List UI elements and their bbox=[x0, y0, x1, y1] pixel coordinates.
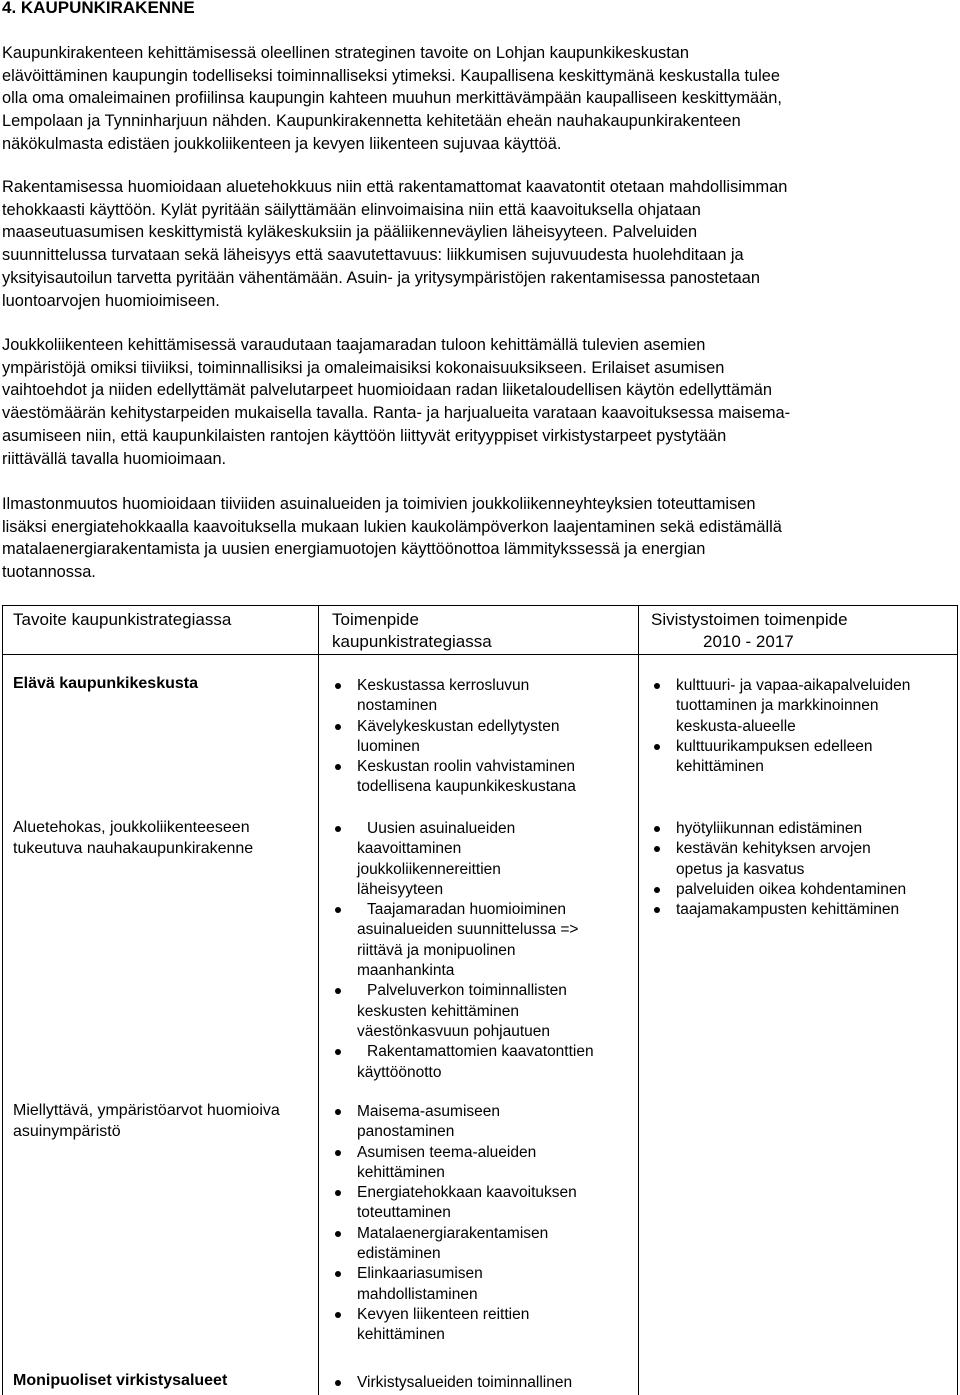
paragraph-line: asumiseen niin, että kaupunkilaisten rantojen käyttöön liittyvät erityyppiset virkistystarpeet pystytään bbox=[2, 426, 727, 445]
list-item-line: nostaminen bbox=[357, 697, 438, 715]
paragraph-line: yksityisautoilun tarvetta pyritään vähentämään. Asuin- ja yritysympäristöjen rakentamisessa panostetaan bbox=[2, 268, 760, 287]
list-item-line: tuottaminen ja markkinoinnen bbox=[676, 697, 879, 715]
header-line: 2010 - 2017 bbox=[703, 632, 794, 651]
list-item bbox=[651, 737, 910, 778]
list-item bbox=[332, 1373, 572, 1393]
list-item-line: Elinkaariasumisen bbox=[357, 1265, 483, 1283]
list-item-line: edistäminen bbox=[357, 1245, 441, 1263]
table-column-divider bbox=[318, 605, 319, 1395]
paragraph-line: matalaenergiarakentamista ja uusien energiamuotojen käyttöönottoa lämmitykssessä ja energian bbox=[2, 540, 706, 559]
list-item bbox=[332, 1102, 577, 1143]
header-line: Sivistystoimen toimenpide bbox=[651, 610, 848, 629]
list-item bbox=[332, 676, 576, 717]
list-item bbox=[332, 1183, 577, 1224]
list-item-line: väestönkasvuun pohjautuen bbox=[357, 1022, 551, 1040]
goal-line: asuinympäristö bbox=[13, 1123, 121, 1140]
list-item bbox=[651, 839, 906, 880]
table-border-top bbox=[2, 605, 958, 606]
list-item bbox=[332, 757, 576, 798]
paragraph-line: Ilmastonmuutos huomioidaan tiiviiden asuinalueiden ja toimivien joukkoliikenneyhteyksien toteuttamisen bbox=[2, 495, 756, 513]
table-header-divider bbox=[2, 654, 958, 655]
list-item-line: asuinalueiden suunnittelussa => bbox=[357, 921, 579, 939]
list-item-line: hyötyliikunnan edistäminen bbox=[676, 820, 863, 837]
list-item bbox=[651, 676, 910, 737]
list-item bbox=[651, 819, 906, 839]
list-item bbox=[332, 819, 594, 900]
list-item-line: taajamakampusten kehittäminen bbox=[676, 901, 900, 919]
list-item-line: Taajamaradan huomioiminen bbox=[367, 901, 567, 919]
row-goal bbox=[13, 1370, 227, 1391]
row-goal bbox=[13, 1100, 280, 1142]
paragraph-line: Rakentamisessa huomioidaan aluetehokkuus niin että rakentamattomat kaavatontit otetaan mahdollisimman bbox=[2, 178, 788, 196]
list-item-line: kehittäminen bbox=[357, 1163, 445, 1181]
list-item-line: Maisema-asumiseen bbox=[357, 1103, 500, 1120]
list-item bbox=[332, 1143, 577, 1184]
list-item bbox=[332, 981, 594, 1042]
list-item-line: Keskustassa kerrosluvun bbox=[357, 677, 530, 694]
goal-line: Miellyttävä, ympäristöarvot huomioiva bbox=[13, 1102, 280, 1119]
paragraph-line: näkökulmasta edistäen joukkoliikenteen ja kevyen liikenteen sujuvaa käyttöä. bbox=[2, 134, 562, 153]
paragraph-line: ympäristöjä omiksi tiiviiksi, toiminnallisiksi ja omaleimaisiksi kokonaisuuksikseen. Erilaiset asumisen bbox=[2, 358, 725, 377]
bullet-list bbox=[651, 819, 906, 920]
list-item bbox=[332, 1305, 577, 1346]
bullet-list bbox=[332, 819, 594, 1083]
list-item-line: panostaminen bbox=[357, 1123, 455, 1141]
paragraph bbox=[2, 42, 958, 156]
row-goal bbox=[13, 817, 253, 859]
list-item bbox=[332, 717, 576, 758]
header-line: Toimenpide bbox=[332, 610, 419, 629]
paragraph-line: tehokkaasti käyttöön. Kylät pyritään säilyttämään elinvoimaisina niin että kaavoituksella ohjataan bbox=[2, 200, 701, 219]
list-item-line: Rakentamattomien kaavatonttien bbox=[367, 1043, 594, 1061]
paragraph bbox=[2, 176, 958, 312]
list-item-line: joukkoliikennereittien bbox=[357, 860, 501, 878]
list-item-line: Palveluverkon toiminnallisten bbox=[367, 982, 567, 1000]
list-item-line: kehittäminen bbox=[357, 1326, 445, 1344]
goal-line: Monipuoliset virkistysalueet bbox=[13, 1372, 228, 1389]
list-item-line: todellisena kaupunkikeskustana bbox=[357, 778, 576, 796]
header-line: kaupunkistrategiassa bbox=[332, 632, 492, 651]
strategy-table bbox=[2, 605, 958, 1395]
list-item-line: kestävän kehityksen arvojen bbox=[676, 840, 871, 858]
bullet-list bbox=[651, 676, 910, 777]
list-item-line: Matalaenergiarakentamisen bbox=[357, 1224, 549, 1242]
paragraph-line: vaihtoehdot ja niiden edellyttämät palvelutarpeet huomioidaan radan liiketaloudellisen käytön edellyttämän bbox=[2, 381, 772, 400]
paragraph-line: Lempolaan ja Tynninharjuun nähden. Kaupunkirakennetta kehitetään eheän nauhakaupunkirakenteen bbox=[2, 112, 741, 131]
paragraph-line: tuotannossa. bbox=[2, 563, 96, 582]
paragraph-line: lisäksi energiatehokkaalla kaavoituksella mukaan lukien kaukolämpöverkon laajentaminen sekä edistämällä bbox=[2, 517, 782, 536]
list-item bbox=[332, 900, 594, 981]
goal-line: tukeutuva nauhakaupunkirakenne bbox=[13, 840, 254, 857]
paragraph-line: Kaupunkirakenteen kehittämisessä oleellinen strateginen tavoite on Lohjan kaupunkikeskustan bbox=[2, 44, 690, 62]
list-item bbox=[651, 880, 906, 900]
list-item bbox=[332, 1042, 594, 1083]
list-item-line: Uusien asuinalueiden bbox=[367, 820, 516, 837]
list-item-line: kaavoittaminen bbox=[357, 840, 462, 858]
list-item-line: keskusten kehittäminen bbox=[357, 1002, 519, 1020]
goal-line: Elävä kaupunkikeskusta bbox=[13, 675, 198, 692]
list-item-line: opetus ja kasvatus bbox=[676, 860, 805, 878]
paragraph-line: luontoarvojen huomioimiseen. bbox=[2, 291, 220, 310]
paragraph-line: väestömäärän kehitystarpeiden mukaisella tavalla. Ranta- ja harjualueita varataan kaavoituksessa maisema- bbox=[2, 404, 791, 423]
table-header-education bbox=[651, 609, 848, 653]
paragraph-line: suunnittelussa turvataan sekä läheisyys että saavutettavuus: liikkumisen sujuvuudesta huolehditaan ja bbox=[2, 246, 744, 265]
paragraph bbox=[2, 493, 958, 584]
list-item-line: kehittäminen bbox=[676, 758, 764, 776]
goal-line: Aluetehokas, joukkoliikenteeseen bbox=[13, 819, 250, 836]
table-column-divider bbox=[638, 605, 639, 1395]
paragraph-line: elävöittäminen kaupungin todelliseksi toiminnalliseksi ytimeksi. Kaupallisena keskittymänä keskustalla tulee bbox=[2, 66, 781, 85]
list-item-line: kulttuurikampuksen edelleen bbox=[676, 737, 873, 755]
header-line: Tavoite kaupunkistrategiassa bbox=[13, 610, 232, 629]
list-item-line: Virkistysalueiden toiminnallinen bbox=[357, 1374, 573, 1391]
list-item-line: keskusta-alueelle bbox=[676, 717, 796, 735]
paragraph-line: maaseutuasumisen keskittymistä kyläkeskuksiin ja pääliikenneväylien läheisyyteen. Palveluiden bbox=[2, 223, 698, 242]
row-goal bbox=[13, 673, 198, 694]
paragraph-line: olla oma omaleimainen profiilinsa kaupungin kahteen muuhun merkittävämpään kaupalliseen keskittymään, bbox=[2, 89, 782, 108]
paragraph-line: riittävällä tavalla huomioimaan. bbox=[2, 449, 227, 468]
table-border-left bbox=[2, 605, 3, 1395]
list-item bbox=[332, 1264, 577, 1305]
list-item-line: palveluiden oikea kohdentaminen bbox=[676, 880, 907, 898]
bullet-list bbox=[332, 1102, 577, 1346]
list-item-line: riittävä ja monipuolinen bbox=[357, 941, 516, 959]
list-item-line: maanhankinta bbox=[357, 962, 455, 980]
list-item-line: läheisyyteen bbox=[357, 880, 444, 898]
table-border-right bbox=[957, 605, 958, 1395]
list-item-line: Energiatehokkaan kaavoituksen bbox=[357, 1184, 577, 1202]
list-item bbox=[332, 1224, 577, 1265]
paragraph bbox=[2, 334, 958, 470]
list-item-line: Kävelykeskustan edellytysten bbox=[357, 717, 560, 735]
table-header-action bbox=[332, 609, 492, 653]
list-item-line: käyttöönotto bbox=[357, 1063, 442, 1081]
list-item-line: mahdollistaminen bbox=[357, 1285, 478, 1303]
table-header-goal bbox=[13, 609, 231, 631]
paragraph-line: Joukkoliikenteen kehittämisessä varaudutaan taajamaradan tuloon kehittämällä tulevien asemien bbox=[2, 336, 706, 354]
list-item-line: Keskustan roolin vahvistaminen bbox=[357, 758, 575, 776]
list-item-line: toteuttaminen bbox=[357, 1204, 451, 1222]
list-item-line: luominen bbox=[357, 737, 420, 755]
list-item-line: Kevyen liikenteen reittien bbox=[357, 1305, 530, 1323]
list-item-line: Asumisen teema-alueiden bbox=[357, 1143, 537, 1161]
bullet-list bbox=[332, 1373, 572, 1393]
list-item bbox=[651, 900, 906, 920]
bullet-list bbox=[332, 676, 576, 798]
list-item-line: kulttuuri- ja vapaa-aikapalveluiden bbox=[676, 677, 911, 694]
section-heading: 4. KAUPUNKIRAKENNE bbox=[2, 0, 195, 17]
